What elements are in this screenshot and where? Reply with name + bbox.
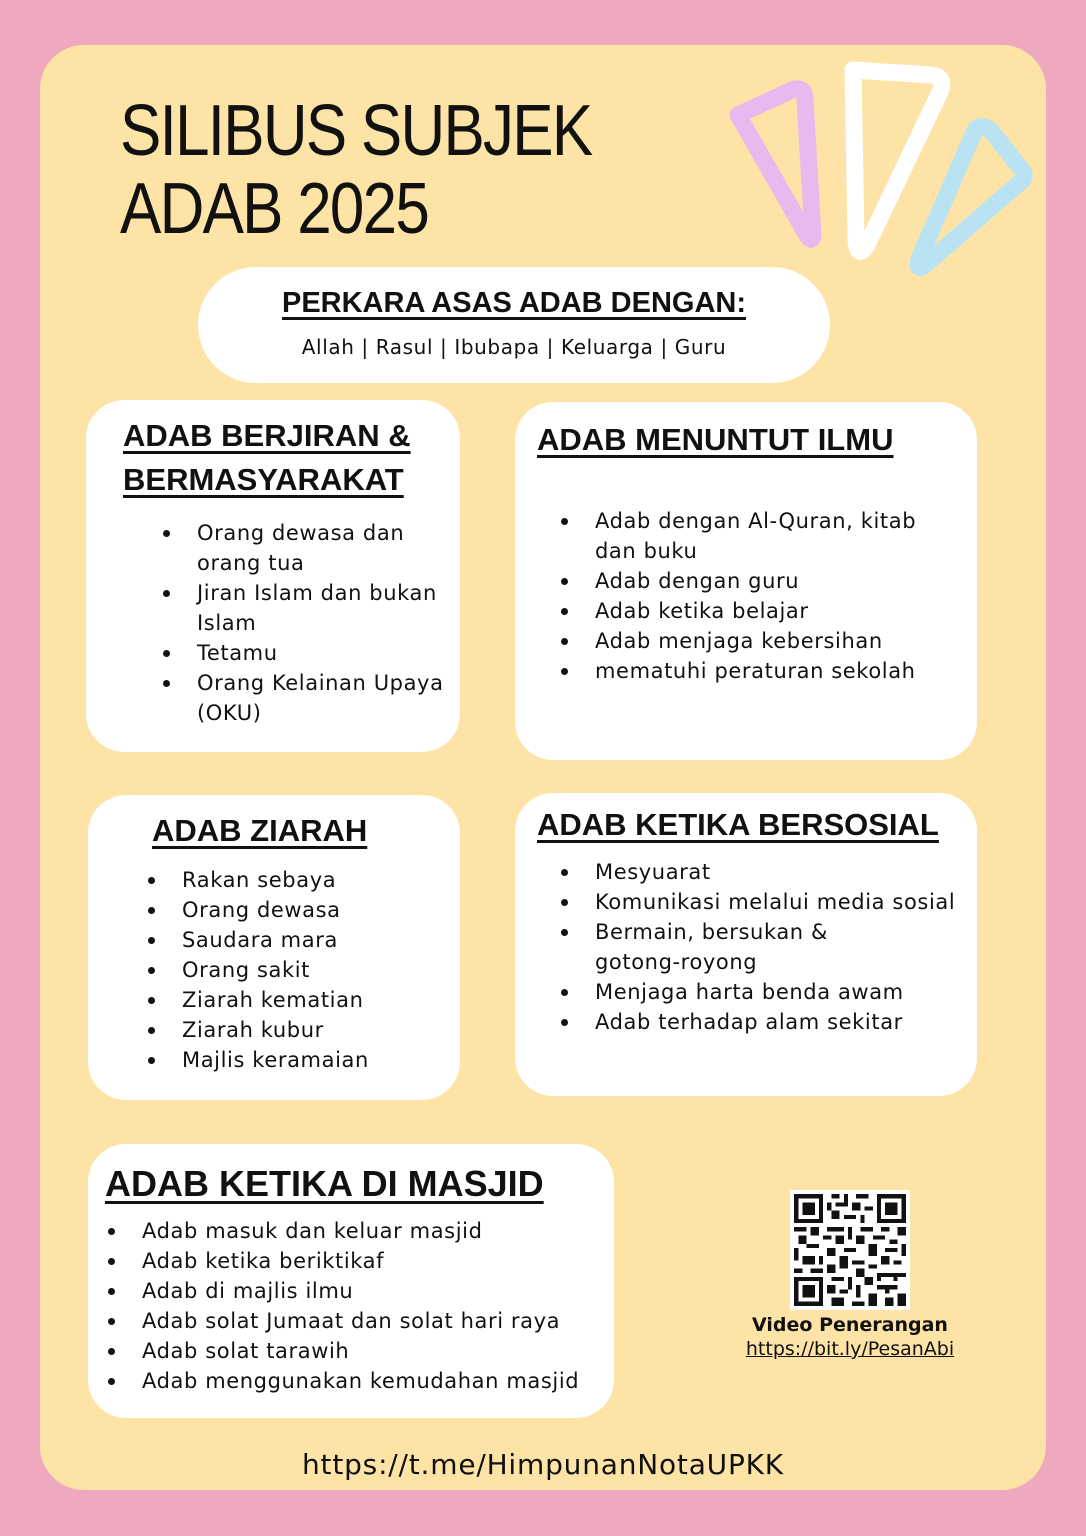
list-item: Tetamu [197,638,460,668]
decorative-triangles-icon [720,50,1050,290]
list-item: Adab menggunakan kemudahan masjid [142,1366,614,1396]
list-item: Adab ketika beriktikaf [142,1246,614,1276]
list-item: Bermain, bersukan & gotong-royong [595,917,977,977]
list-item: Menjaga harta benda awam [595,977,977,1007]
title-line-1: SILIBUS SUBJEK [120,91,592,171]
section-bersosial [515,793,977,1096]
list-item: Rakan sebaya [182,865,460,895]
section-menuntut-ilmu [515,402,977,760]
list-item: Saudara mara [182,925,460,955]
section-list [123,518,460,728]
list-item: Jiran Islam dan bukan Islam [197,578,460,638]
list-item: Orang dewasa dan orang tua [197,518,460,578]
title-line-2: ADAB 2025 [120,169,429,249]
section-list [537,506,977,686]
list-item: Adab solat Jumaat dan solat hari raya [142,1306,614,1336]
section-ziarah [88,795,460,1100]
video-link[interactable]: https://bit.ly/PesanAbi [745,1338,955,1360]
section-masjid [88,1144,614,1418]
section-heading: ADAB ZIARAH [152,813,368,848]
list-item: Orang sakit [182,955,460,985]
section-heading: ADAB MENUNTUT ILMU [537,422,894,457]
list-item: Komunikasi melalui media sosial [595,887,977,917]
list-item: Adab terhadap alam sekitar [595,1007,977,1037]
list-item: Adab menjaga kebersihan [595,626,977,656]
section-berjiran [86,400,460,752]
basics-card [198,267,830,383]
list-item: Adab solat tarawih [142,1336,614,1366]
list-item: Orang dewasa [182,895,460,925]
video-block [720,1190,980,1360]
list-item: Ziarah kematian [182,985,460,1015]
section-heading [123,414,460,502]
section-heading-line-1: ADAB BERJIRAN & [123,418,411,453]
page-title [120,92,591,248]
section-list [105,1216,614,1396]
list-item: Adab masuk dan keluar masjid [142,1216,614,1246]
basics-subtitle: Allah | Rasul | Ibubapa | Keluarga | Guru [301,335,727,359]
list-item: Majlis keramaian [182,1045,460,1075]
telegram-link[interactable]: https://t.me/HimpunanNotaUPKK [302,1448,784,1481]
list-item: Adab dengan Al-Quran, kitab dan buku [595,506,977,566]
section-heading-line-2: BERMASYARAKAT [123,462,404,497]
list-item: mematuhi peraturan sekolah [595,656,977,686]
list-item: Ziarah kubur [182,1015,460,1045]
basics-heading: PERKARA ASAS ADAB DENGAN: [281,287,746,319]
section-heading: ADAB KETIKA BERSOSIAL [537,807,939,842]
section-list [537,857,977,1037]
section-heading: ADAB KETIKA DI MASJID [105,1163,544,1204]
list-item: Adab dengan guru [595,566,977,596]
qr-code-icon[interactable] [790,1190,910,1310]
list-item: Orang Kelainan Upaya (OKU) [197,668,460,728]
list-item: Adab di majlis ilmu [142,1276,614,1306]
video-label: Video Penerangan [752,1314,948,1336]
list-item: Mesyuarat [595,857,977,887]
section-list [152,865,460,1075]
list-item: Adab ketika belajar [595,596,977,626]
